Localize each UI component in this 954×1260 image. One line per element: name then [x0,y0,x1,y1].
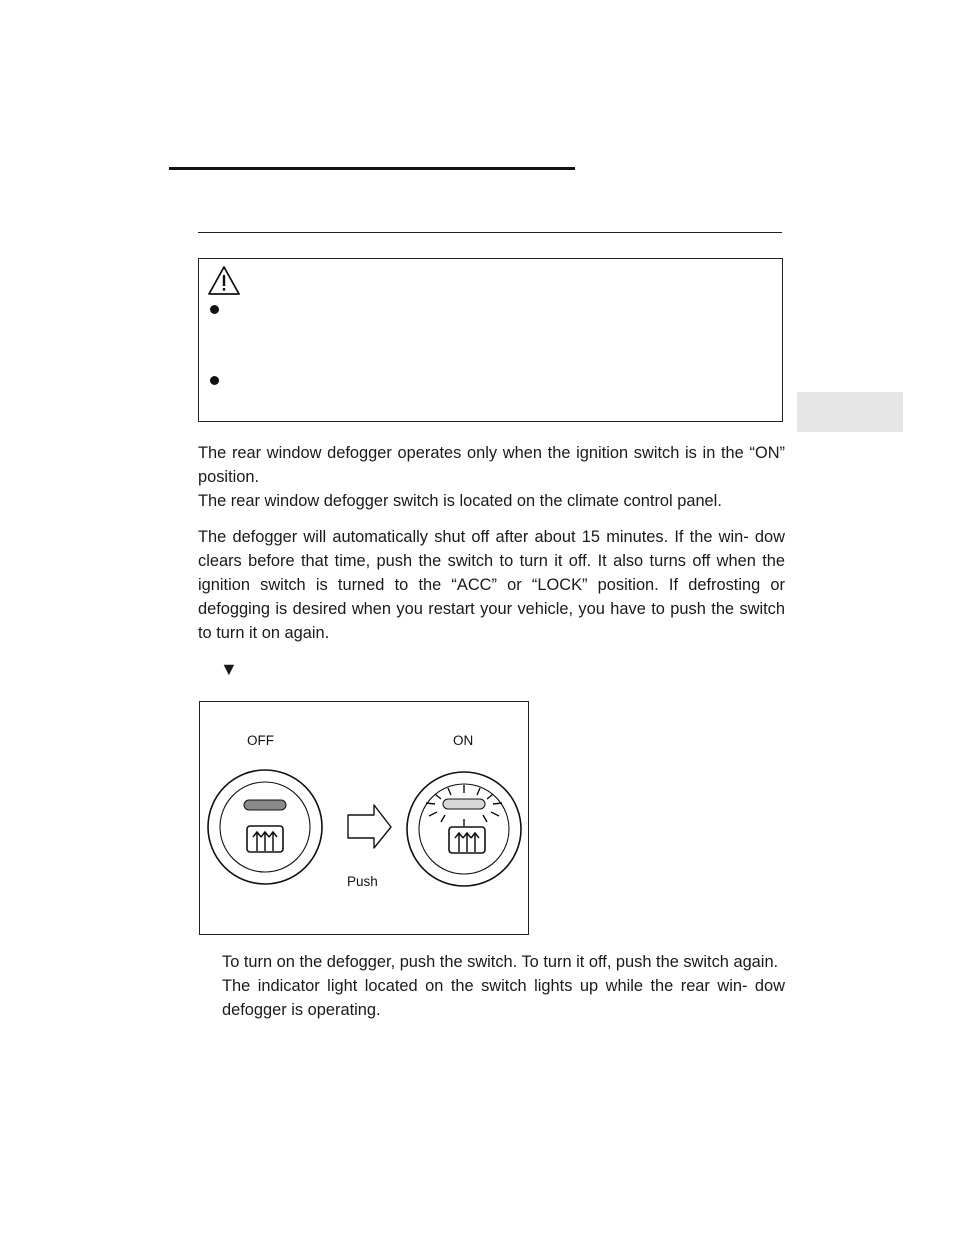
caution-bullet [210,376,219,385]
rear-defogger-icon [449,827,485,853]
on-label: ON [453,733,474,748]
caution-bullet [210,305,219,314]
body-text: The defogger will automatically shut off after about 15 minutes. If the win- dow clears before that time, push the switch to turn it off. It also turns off when the ignition switch is turned to the “ACC” or “LOCK” position. If defrosting or defogging is desired when you restart your vehicle, you have to push the switch to turn it on again. [198,528,785,642]
body-text: The rear window defogger operates only when the ignition switch is in the “ON” position. [198,444,785,486]
off-label: OFF [247,733,274,748]
warning-triangle-icon [207,265,241,297]
chapter-tab [797,392,903,432]
indicator-paragraph [222,950,785,1022]
on-switch-knob [407,772,521,886]
right-arrow-icon [348,805,391,848]
caution-box [198,258,783,422]
body-text: To turn on the defogger, push the switch. To turn it off, push the switch again. [222,953,779,971]
push-label: Push [347,874,378,889]
operation-paragraph [198,441,785,513]
body-text: The rear window defogger switch is located on the climate control panel. [198,492,722,510]
rear-defogger-icon [247,826,283,852]
auto-shutoff-paragraph [198,525,785,645]
off-switch-knob [208,770,322,884]
figure-marker: ▼ [220,659,238,679]
section-title-rule [169,167,575,170]
body-text: The indicator light located on the switch lights up while the rear win- dow defogger is operating. [222,977,785,1019]
subsection-rule [198,232,782,233]
